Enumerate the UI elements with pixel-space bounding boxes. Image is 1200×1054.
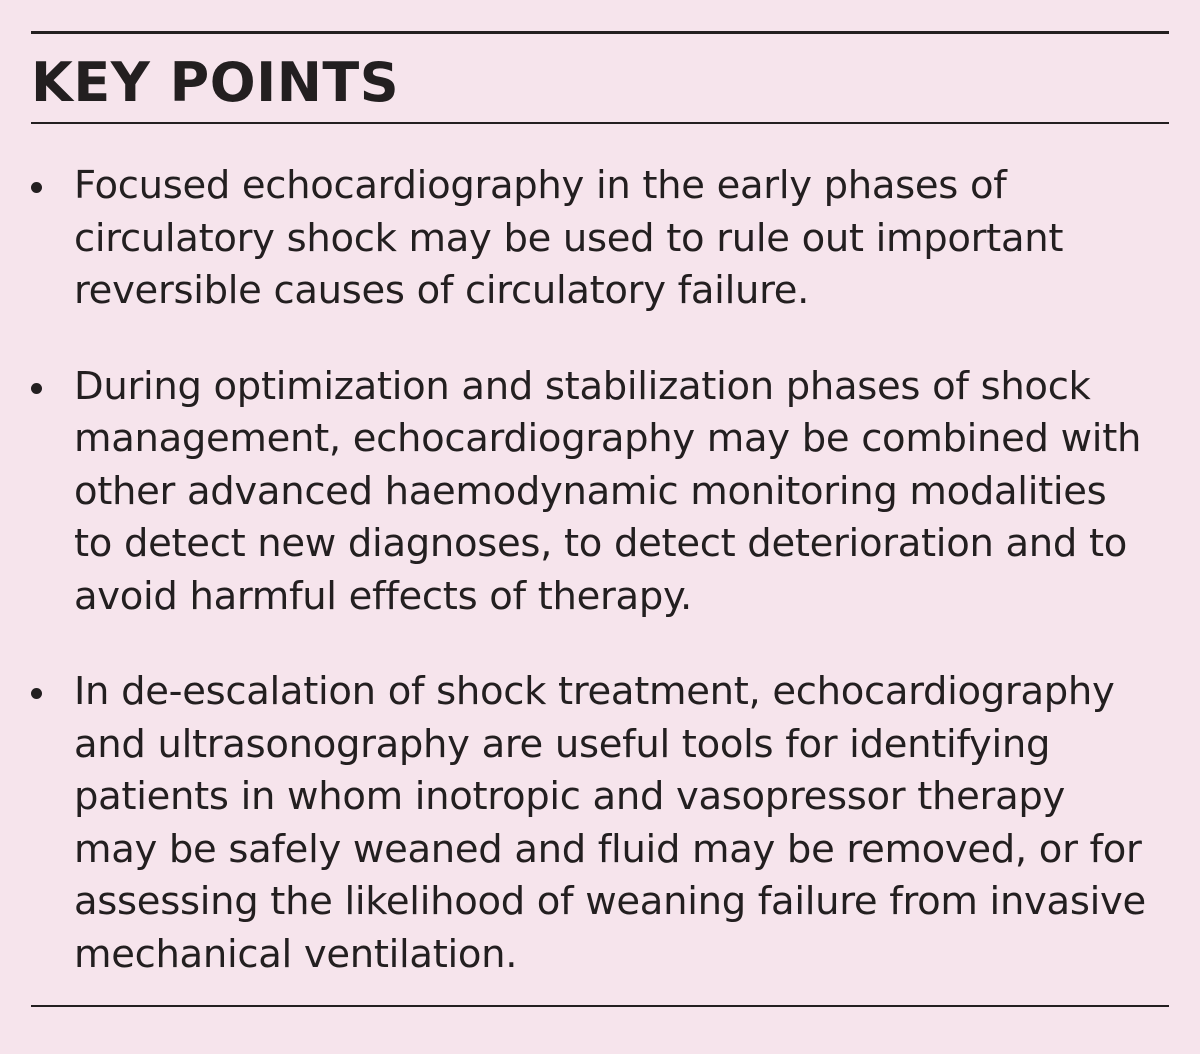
- bullet-icon: [31, 383, 42, 394]
- key-points-list: [31, 160, 1151, 981]
- key-point-text: During optimization and stabilization phases of shock management, echocardiography may be combined with other advanced haemodynamic monitoring modalities to detect new diagnoses, to detect deterioration and to avoid harmful effects of therapy.: [74, 363, 1142, 619]
- heading-rule: [31, 122, 1169, 124]
- key-point-item: [31, 666, 1151, 981]
- key-points-heading: KEY POINTS: [31, 51, 400, 114]
- key-point-text: Focused echocardiography in the early phases of circulatory shock may be used to rule out important reversible causes of circulatory failure.: [74, 163, 1064, 313]
- bottom-rule: [31, 1005, 1169, 1007]
- top-rule: [31, 31, 1169, 34]
- key-point-item: [31, 361, 1151, 624]
- bullet-icon: [31, 688, 42, 699]
- bullet-icon: [31, 182, 42, 193]
- key-point-item: [31, 160, 1151, 318]
- key-point-text: In de-escalation of shock treatment, echocardiography and ultrasonography are useful tools for identifying patients in whom inotropic and vasopressor therapy may be safely weaned and fluid may be removed, or for assessing the likelihood of weaning failure from invasive mechanical ventilation.: [74, 669, 1146, 977]
